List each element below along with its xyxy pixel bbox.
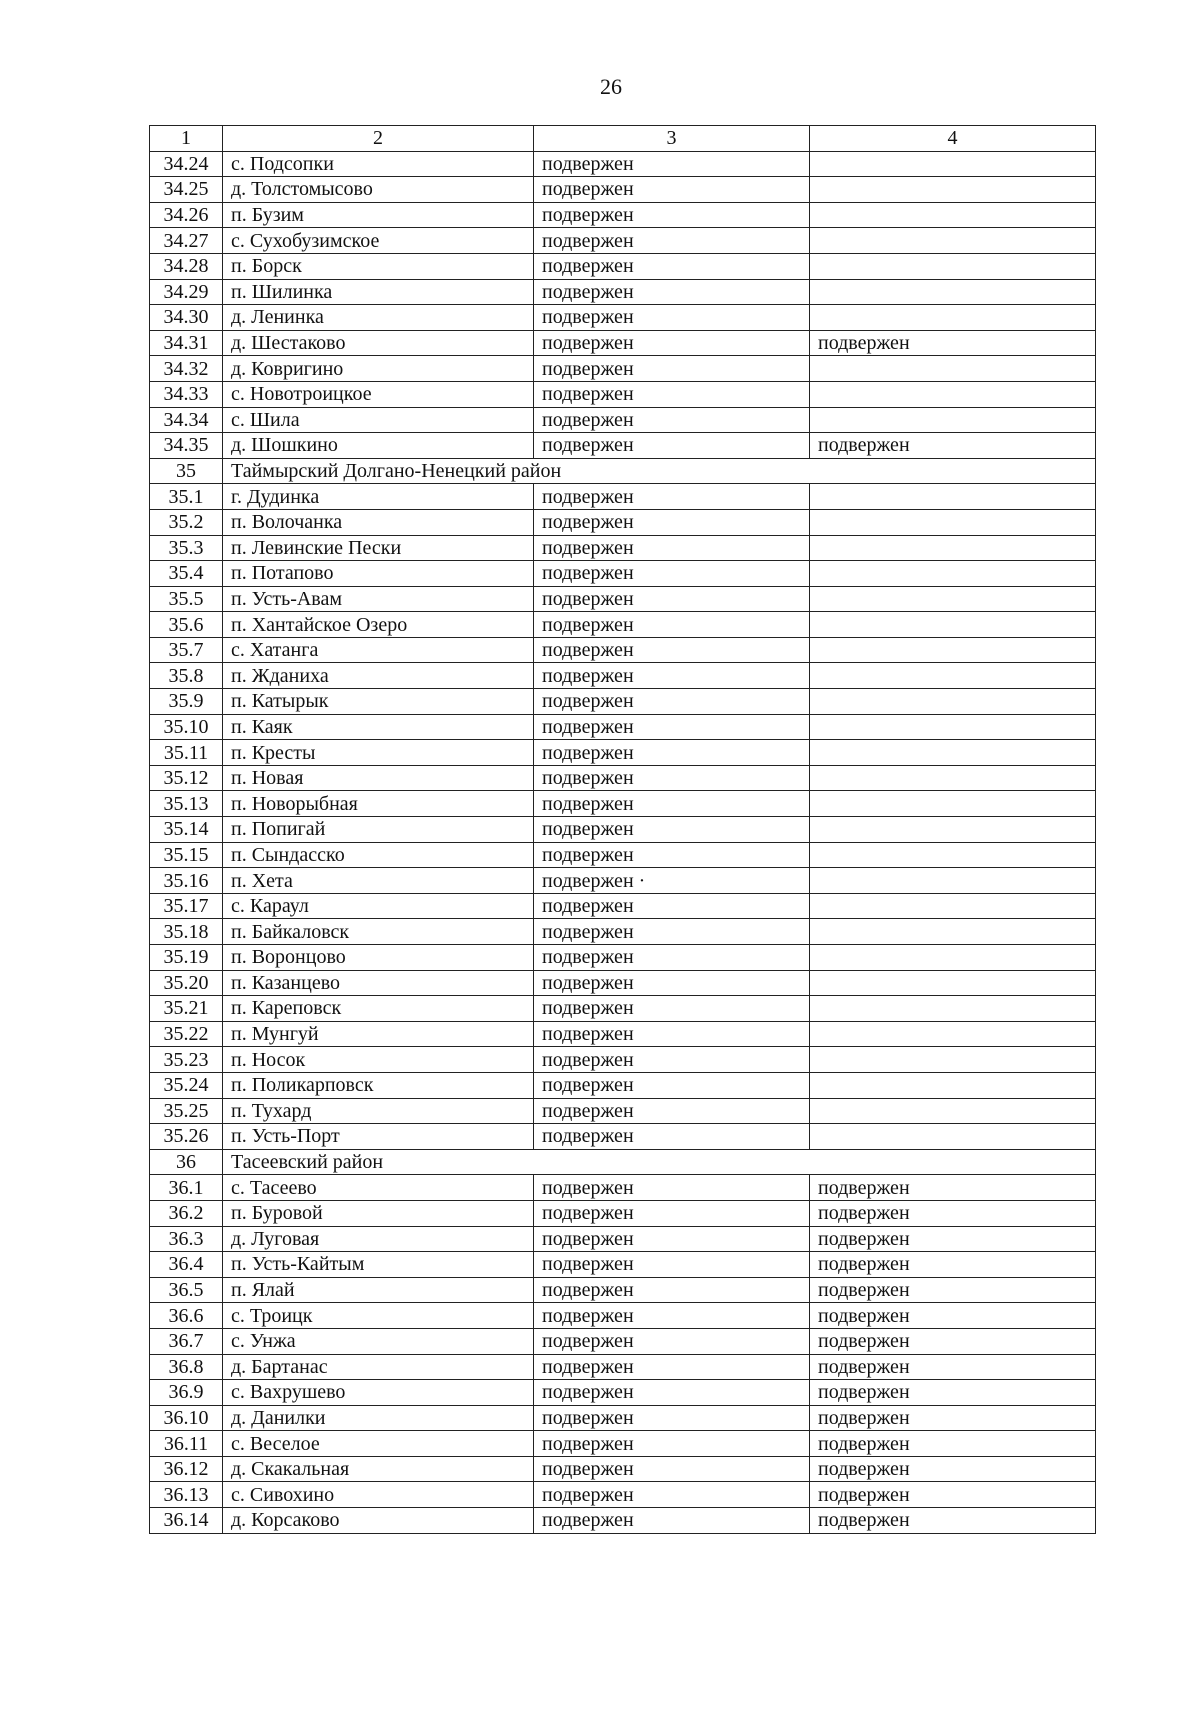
settlement-name-cell: п. Буровой	[223, 1200, 534, 1226]
table-row	[150, 1277, 1096, 1303]
col3-status-cell: подвержен	[534, 177, 810, 203]
settlement-name-cell: п. Шилинка	[223, 279, 534, 305]
row-number-cell: 35.5	[150, 586, 223, 612]
table-row	[150, 817, 1096, 843]
settlement-name-cell: с. Шила	[223, 407, 534, 433]
row-number-cell: 35.21	[150, 996, 223, 1022]
table-row	[150, 151, 1096, 177]
row-number-cell: 36.2	[150, 1200, 223, 1226]
col4-status-cell	[810, 535, 1096, 561]
table-row	[150, 714, 1096, 740]
col3-status-cell: подвержен	[534, 714, 810, 740]
settlement-name-cell: п. Тухард	[223, 1098, 534, 1124]
row-number-cell: 36.13	[150, 1482, 223, 1508]
row-number-cell: 35.25	[150, 1098, 223, 1124]
row-number-cell: 36.10	[150, 1405, 223, 1431]
table-row	[150, 1328, 1096, 1354]
col3-status-cell: подвержен	[534, 612, 810, 638]
table-row	[150, 586, 1096, 612]
row-number-cell: 34.34	[150, 407, 223, 433]
col3-status-cell: подвержен	[534, 279, 810, 305]
table-row	[150, 1482, 1096, 1508]
settlement-name-cell: с. Хатанга	[223, 637, 534, 663]
settlement-name-cell: п. Левинские Пески	[223, 535, 534, 561]
col4-status-cell: подвержен	[810, 330, 1096, 356]
row-number-cell: 35.17	[150, 893, 223, 919]
settlements-table	[149, 125, 1096, 1534]
row-number-cell: 35.13	[150, 791, 223, 817]
col3-status-cell: подвержен	[534, 919, 810, 945]
col3-status-cell: подвержен	[534, 1508, 810, 1534]
col3-status-cell: подвержен	[534, 689, 810, 715]
settlement-name-cell: с. Вахрушево	[223, 1380, 534, 1406]
table-row	[150, 765, 1096, 791]
col4-status-cell	[810, 151, 1096, 177]
table-row	[150, 868, 1096, 894]
settlement-name-cell: п. Хантайское Озеро	[223, 612, 534, 638]
table-row	[150, 535, 1096, 561]
settlement-name-cell: п. Усть-Порт	[223, 1124, 534, 1150]
settlement-name-cell: д. Ковригино	[223, 356, 534, 382]
col4-status-cell	[810, 945, 1096, 971]
table-row	[150, 1124, 1096, 1150]
col4-status-cell	[810, 791, 1096, 817]
table-row	[150, 945, 1096, 971]
settlement-name-cell: п. Байкаловск	[223, 919, 534, 945]
col4-status-cell: подвержен	[810, 1328, 1096, 1354]
table-row	[150, 279, 1096, 305]
table-row	[150, 1405, 1096, 1431]
settlement-name-cell: с. Троицк	[223, 1303, 534, 1329]
row-number-cell: 36.3	[150, 1226, 223, 1252]
row-number-cell: 35.18	[150, 919, 223, 945]
row-number-cell: 34.25	[150, 177, 223, 203]
settlement-name-cell: п. Новая	[223, 765, 534, 791]
col4-status-cell: подвержен	[810, 1226, 1096, 1252]
col3-status-cell: подвержен	[534, 765, 810, 791]
row-number-cell: 36.9	[150, 1380, 223, 1406]
table-row	[150, 637, 1096, 663]
col4-status-cell: подвержен	[810, 1175, 1096, 1201]
settlement-name-cell: д. Корсаково	[223, 1508, 534, 1534]
row-number-cell: 35.7	[150, 637, 223, 663]
table-row	[150, 1456, 1096, 1482]
table-row	[150, 1431, 1096, 1457]
settlement-name-cell: с. Сивохино	[223, 1482, 534, 1508]
col4-status-cell	[810, 996, 1096, 1022]
table-row	[150, 561, 1096, 587]
col3-status-cell: подвержен	[534, 1354, 810, 1380]
col3-status-cell: подвержен	[534, 305, 810, 331]
col4-status-cell: подвержен	[810, 1456, 1096, 1482]
col3-status-cell: подвержен	[534, 970, 810, 996]
row-number-cell: 35.12	[150, 765, 223, 791]
col4-status-cell	[810, 1098, 1096, 1124]
settlement-name-cell: п. Жданиха	[223, 663, 534, 689]
table-row	[150, 1021, 1096, 1047]
table-row	[150, 663, 1096, 689]
col3-status-cell: подвержен	[534, 1405, 810, 1431]
col4-status-cell	[810, 381, 1096, 407]
col4-status-cell	[810, 765, 1096, 791]
settlement-name-cell: п. Казанцево	[223, 970, 534, 996]
settlement-name-cell: д. Бартанас	[223, 1354, 534, 1380]
col3-status-cell: подвержен	[534, 202, 810, 228]
settlement-name-cell: п. Попигай	[223, 817, 534, 843]
col4-status-cell	[810, 919, 1096, 945]
settlement-name-cell: п. Мунгуй	[223, 1021, 534, 1047]
row-number-cell: 36.14	[150, 1508, 223, 1534]
col3-status-cell: подвержен	[534, 484, 810, 510]
table-row	[150, 919, 1096, 945]
table-row	[150, 330, 1096, 356]
col4-status-cell	[810, 893, 1096, 919]
col4-status-cell	[810, 842, 1096, 868]
settlement-name-cell: п. Кресты	[223, 740, 534, 766]
col4-status-cell: подвержен	[810, 1405, 1096, 1431]
row-number-cell: 36.7	[150, 1328, 223, 1354]
settlement-name-cell: с. Тасеево	[223, 1175, 534, 1201]
settlement-name-cell: п. Сындасско	[223, 842, 534, 868]
row-number-cell: 36.5	[150, 1277, 223, 1303]
row-number-cell: 34.27	[150, 228, 223, 254]
settlement-name-cell: п. Каяк	[223, 714, 534, 740]
col3-status-cell: подвержен	[534, 1021, 810, 1047]
table-row	[150, 893, 1096, 919]
settlement-name-cell: п. Ялай	[223, 1277, 534, 1303]
col3-status-cell: подвержен	[534, 586, 810, 612]
row-number-cell: 34.31	[150, 330, 223, 356]
table-row	[150, 305, 1096, 331]
table-row	[150, 1508, 1096, 1534]
col4-status-cell	[810, 1124, 1096, 1150]
row-number-cell: 35.10	[150, 714, 223, 740]
col4-status-cell	[810, 407, 1096, 433]
table-row	[150, 842, 1096, 868]
row-number-cell: 35.2	[150, 509, 223, 535]
header-col-2: 2	[223, 126, 534, 152]
row-number-cell: 34.28	[150, 253, 223, 279]
col3-status-cell: подвержен	[534, 1431, 810, 1457]
col4-status-cell	[810, 356, 1096, 382]
col3-status-cell: подвержен	[534, 663, 810, 689]
col4-status-cell	[810, 279, 1096, 305]
col3-status-cell: подвержен	[534, 356, 810, 382]
col4-status-cell	[810, 817, 1096, 843]
col3-status-cell: подвержен	[534, 1047, 810, 1073]
col4-status-cell	[810, 1021, 1096, 1047]
row-number-cell: 35.1	[150, 484, 223, 510]
col3-status-cell: подвержен	[534, 637, 810, 663]
col3-status-cell: подвержен	[534, 381, 810, 407]
col4-status-cell	[810, 1047, 1096, 1073]
settlement-name-cell: п. Новорыбная	[223, 791, 534, 817]
table-row	[150, 1047, 1096, 1073]
table-row	[150, 740, 1096, 766]
group-name-cell: Таймырский Долгано-Ненецкий район	[223, 458, 1096, 484]
col4-status-cell	[810, 689, 1096, 715]
col3-status-cell: подвержен	[534, 842, 810, 868]
col3-status-cell: подвержен	[534, 407, 810, 433]
col4-status-cell: подвержен	[810, 1252, 1096, 1278]
table-group-row	[150, 1149, 1096, 1175]
row-number-cell: 34.24	[150, 151, 223, 177]
col3-status-cell: подвержен	[534, 509, 810, 535]
row-number-cell: 36.4	[150, 1252, 223, 1278]
table-row	[150, 1252, 1096, 1278]
col3-status-cell: подвержен	[534, 535, 810, 561]
col3-status-cell: подвержен	[534, 1380, 810, 1406]
table-row	[150, 509, 1096, 535]
col4-status-cell	[810, 305, 1096, 331]
settlement-name-cell: г. Дудинка	[223, 484, 534, 510]
col3-status-cell: подвержен	[534, 561, 810, 587]
col4-status-cell	[810, 612, 1096, 638]
row-number-cell: 34.32	[150, 356, 223, 382]
table-row	[150, 433, 1096, 459]
col3-status-cell: подвержен	[534, 1072, 810, 1098]
row-number-cell: 34.30	[150, 305, 223, 331]
table-group-row	[150, 458, 1096, 484]
settlement-name-cell: п. Хета	[223, 868, 534, 894]
settlement-name-cell: с. Подсопки	[223, 151, 534, 177]
col4-status-cell	[810, 868, 1096, 894]
group-number-cell: 36	[150, 1149, 223, 1175]
row-number-cell: 36.11	[150, 1431, 223, 1457]
col3-status-cell: подвержен	[534, 1482, 810, 1508]
settlement-name-cell: п. Бузим	[223, 202, 534, 228]
col3-status-cell: подвержен	[534, 1098, 810, 1124]
col4-status-cell: подвержен	[810, 1303, 1096, 1329]
row-number-cell: 34.33	[150, 381, 223, 407]
settlement-name-cell: с. Унжа	[223, 1328, 534, 1354]
row-number-cell: 36.8	[150, 1354, 223, 1380]
col3-status-cell: подвержен	[534, 945, 810, 971]
col4-status-cell	[810, 637, 1096, 663]
col3-status-cell: подвержен	[534, 1456, 810, 1482]
col3-status-cell: подвержен	[534, 1252, 810, 1278]
col3-status-cell: подвержен	[534, 1124, 810, 1150]
table-row	[150, 407, 1096, 433]
col4-status-cell: подвержен	[810, 1482, 1096, 1508]
col4-status-cell	[810, 561, 1096, 587]
table-row	[150, 228, 1096, 254]
settlement-name-cell: с. Веселое	[223, 1431, 534, 1457]
col4-status-cell	[810, 202, 1096, 228]
col3-status-cell: подвержен ·	[534, 868, 810, 894]
settlement-name-cell: п. Волочанка	[223, 509, 534, 535]
row-number-cell: 34.29	[150, 279, 223, 305]
col3-status-cell: подвержен	[534, 817, 810, 843]
row-number-cell: 35.6	[150, 612, 223, 638]
row-number-cell: 35.11	[150, 740, 223, 766]
col4-status-cell	[810, 177, 1096, 203]
row-number-cell: 35.26	[150, 1124, 223, 1150]
col3-status-cell: подвержен	[534, 1175, 810, 1201]
header-col-4: 4	[810, 126, 1096, 152]
col4-status-cell: подвержен	[810, 1508, 1096, 1534]
header-col-3: 3	[534, 126, 810, 152]
col3-status-cell: подвержен	[534, 151, 810, 177]
row-number-cell: 35.9	[150, 689, 223, 715]
col4-status-cell	[810, 509, 1096, 535]
settlement-name-cell: п. Воронцово	[223, 945, 534, 971]
col4-status-cell: подвержен	[810, 1277, 1096, 1303]
settlement-name-cell: п. Усть-Кайтым	[223, 1252, 534, 1278]
group-number-cell: 35	[150, 458, 223, 484]
table-body	[150, 151, 1096, 1533]
settlement-name-cell: д. Толстомысово	[223, 177, 534, 203]
col3-status-cell: подвержен	[534, 740, 810, 766]
row-number-cell: 34.26	[150, 202, 223, 228]
table-row	[150, 202, 1096, 228]
settlement-name-cell: п. Носок	[223, 1047, 534, 1073]
col3-status-cell: подвержен	[534, 893, 810, 919]
settlement-name-cell: п. Кареповск	[223, 996, 534, 1022]
table-row	[150, 381, 1096, 407]
table-row	[150, 1380, 1096, 1406]
settlement-name-cell: п. Усть-Авам	[223, 586, 534, 612]
col3-status-cell: подвержен	[534, 1328, 810, 1354]
settlement-name-cell: с. Новотроицкое	[223, 381, 534, 407]
col4-status-cell	[810, 714, 1096, 740]
col3-status-cell: подвержен	[534, 330, 810, 356]
col4-status-cell	[810, 228, 1096, 254]
row-number-cell: 36.6	[150, 1303, 223, 1329]
settlement-name-cell: п. Поликарповск	[223, 1072, 534, 1098]
table-row	[150, 1226, 1096, 1252]
settlement-name-cell: с. Караул	[223, 893, 534, 919]
col4-status-cell: подвержен	[810, 1380, 1096, 1406]
settlement-name-cell: с. Сухобузимское	[223, 228, 534, 254]
table-row	[150, 1175, 1096, 1201]
row-number-cell: 35.8	[150, 663, 223, 689]
table-row	[150, 996, 1096, 1022]
col3-status-cell: подвержен	[534, 253, 810, 279]
row-number-cell: 35.24	[150, 1072, 223, 1098]
row-number-cell: 35.22	[150, 1021, 223, 1047]
table-row	[150, 791, 1096, 817]
settlement-name-cell: д. Шестаково	[223, 330, 534, 356]
table-row	[150, 970, 1096, 996]
col3-status-cell: подвержен	[534, 1303, 810, 1329]
table-row	[150, 689, 1096, 715]
row-number-cell: 35.16	[150, 868, 223, 894]
col3-status-cell: подвержен	[534, 1277, 810, 1303]
settlement-name-cell: п. Катырык	[223, 689, 534, 715]
table-row	[150, 1303, 1096, 1329]
col3-status-cell: подвержен	[534, 228, 810, 254]
col4-status-cell: подвержен	[810, 1200, 1096, 1226]
header-col-1: 1	[150, 126, 223, 152]
table-row	[150, 1354, 1096, 1380]
col3-status-cell: подвержен	[534, 791, 810, 817]
col4-status-cell	[810, 484, 1096, 510]
table-row	[150, 177, 1096, 203]
col4-status-cell	[810, 663, 1096, 689]
col4-status-cell: подвержен	[810, 1431, 1096, 1457]
row-number-cell: 35.15	[150, 842, 223, 868]
row-number-cell: 35.3	[150, 535, 223, 561]
col3-status-cell: подвержен	[534, 433, 810, 459]
col4-status-cell	[810, 970, 1096, 996]
col4-status-cell: подвержен	[810, 433, 1096, 459]
row-number-cell: 36.1	[150, 1175, 223, 1201]
row-number-cell: 35.19	[150, 945, 223, 971]
row-number-cell: 35.4	[150, 561, 223, 587]
row-number-cell: 35.23	[150, 1047, 223, 1073]
table-header-row	[150, 126, 1096, 152]
settlement-name-cell: д. Луговая	[223, 1226, 534, 1252]
row-number-cell: 35.20	[150, 970, 223, 996]
table-row	[150, 1200, 1096, 1226]
table-row	[150, 356, 1096, 382]
col3-status-cell: подвержен	[534, 996, 810, 1022]
col3-status-cell: подвержен	[534, 1226, 810, 1252]
col4-status-cell	[810, 253, 1096, 279]
row-number-cell: 36.12	[150, 1456, 223, 1482]
table-row	[150, 484, 1096, 510]
settlement-name-cell: п. Борск	[223, 253, 534, 279]
col4-status-cell: подвержен	[810, 1354, 1096, 1380]
settlement-name-cell: д. Скакальная	[223, 1456, 534, 1482]
group-name-cell: Тасеевский район	[223, 1149, 1096, 1175]
settlement-name-cell: д. Шошкино	[223, 433, 534, 459]
row-number-cell: 35.14	[150, 817, 223, 843]
table-row	[150, 612, 1096, 638]
row-number-cell: 34.35	[150, 433, 223, 459]
table-row	[150, 1072, 1096, 1098]
settlement-name-cell: д. Данилки	[223, 1405, 534, 1431]
page-number: 26	[600, 74, 622, 99]
table-row	[150, 253, 1096, 279]
settlement-name-cell: д. Ленинка	[223, 305, 534, 331]
settlement-name-cell: п. Потапово	[223, 561, 534, 587]
col4-status-cell	[810, 586, 1096, 612]
table-row	[150, 1098, 1096, 1124]
col4-status-cell	[810, 740, 1096, 766]
col3-status-cell: подвержен	[534, 1200, 810, 1226]
col4-status-cell	[810, 1072, 1096, 1098]
